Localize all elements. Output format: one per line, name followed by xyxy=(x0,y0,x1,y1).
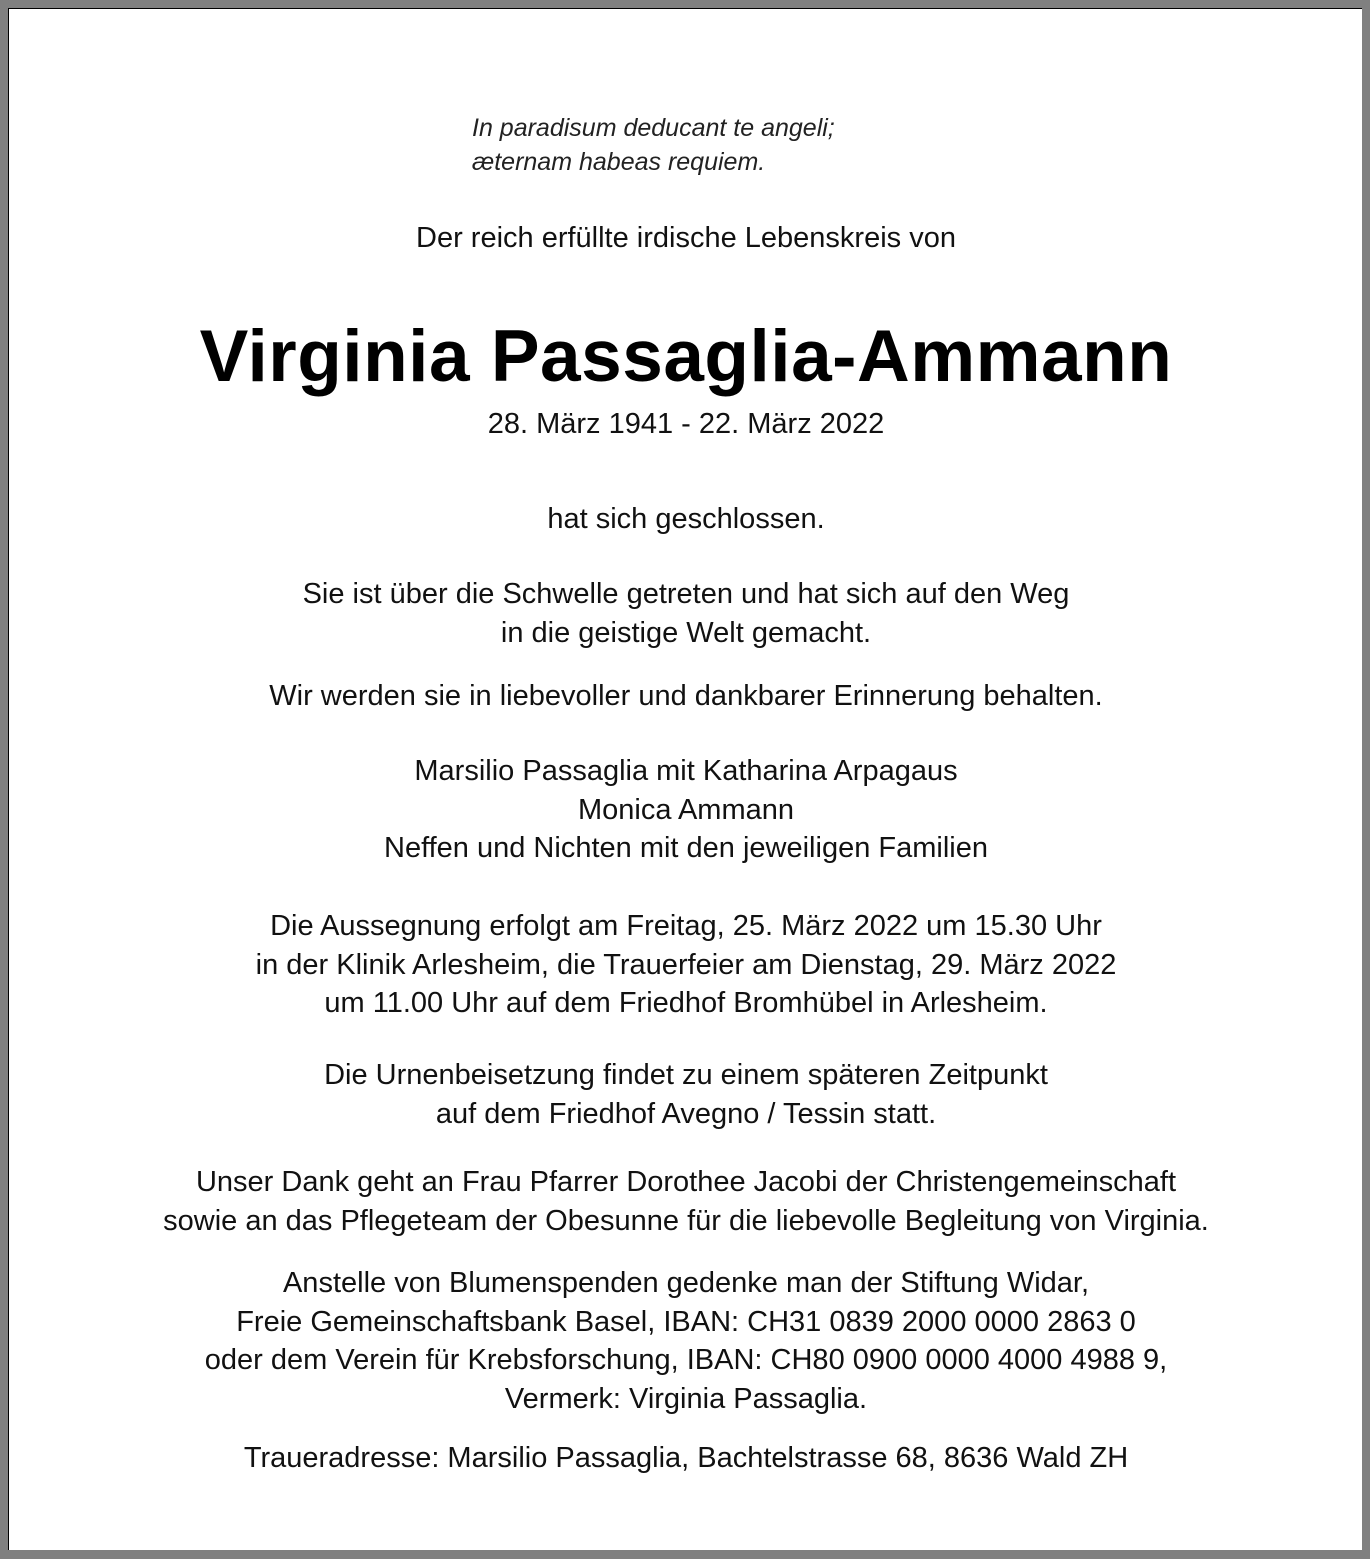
life-dates: 28. März 1941 - 22. März 2022 xyxy=(487,408,885,440)
memory-text: Wir werden sie in liebevoller und dankbarer Erinnerung behalten. xyxy=(269,680,1103,712)
donation-line: Freie Gemeinschaftsbank Basel, IBAN: CH31 0839 2000 0000 2863 0 xyxy=(236,1305,1136,1338)
passage-line: Sie ist über die Schwelle getreten und hat sich auf den Weg xyxy=(302,578,1070,610)
motto-line: In paradisum deducant te angeli; xyxy=(472,114,835,142)
ceremony-info xyxy=(9,907,1363,1023)
donation-line: oder dem Verein für Krebsforschung, IBAN: CH80 0900 0000 4000 4988 9, xyxy=(204,1344,1168,1376)
passage-line: in die geistige Welt gemacht. xyxy=(500,616,872,649)
obituary-page xyxy=(8,8,1362,1550)
ceremony-line: um 11.00 Uhr auf dem Friedhof Bromhübel in Arlesheim. xyxy=(324,987,1048,1019)
donation-line: Anstelle von Blumenspenden gedenke man der Stiftung Widar, xyxy=(282,1267,1090,1299)
mourner: Marsilio Passaglia mit Katharina Arpagaus xyxy=(414,755,958,787)
ceremony-line: Die Aussegnung erfolgt am Freitag, 25. März 2022 um 15.30 Uhr xyxy=(270,910,1102,942)
mourning-address: Traueradresse: Marsilio Passaglia, Bachtelstrasse 68, 8636 Wald ZH xyxy=(243,1442,1129,1474)
mourners-list xyxy=(9,752,1363,868)
thanks-line: Unser Dank geht an Frau Pfarrer Dorothee Jacobi der Christengemeinschaft xyxy=(195,1166,1177,1198)
burial-line: auf dem Friedhof Avegno / Tessin statt. xyxy=(435,1097,937,1130)
thanks-text xyxy=(9,1163,1363,1240)
intro-text: Der reich erfüllte irdische Lebenskreis von xyxy=(416,222,956,254)
deceased-name: Virginia Passaglia-Ammann xyxy=(199,316,1173,397)
closed-text: hat sich geschlossen. xyxy=(547,503,825,535)
donation-info xyxy=(9,1264,1363,1418)
passage-text xyxy=(9,575,1363,652)
ceremony-line: in der Klinik Arlesheim, die Trauerfeier am Dienstag, 29. März 2022 xyxy=(255,948,1117,981)
motto-line: æternam habeas requiem. xyxy=(472,148,766,176)
latin-motto xyxy=(472,111,835,179)
burial-info xyxy=(9,1056,1363,1133)
thanks-line: sowie an das Pflegeteam der Obesunne für die liebevolle Begleitung von Virginia. xyxy=(163,1204,1209,1237)
donation-line: Vermerk: Virginia Passaglia. xyxy=(504,1382,868,1415)
mourner: Monica Ammann xyxy=(578,793,794,826)
burial-line: Die Urnenbeisetzung findet zu einem späteren Zeitpunkt xyxy=(324,1059,1048,1091)
mourner: Neffen und Nichten mit den jeweiligen Familien xyxy=(384,832,988,864)
